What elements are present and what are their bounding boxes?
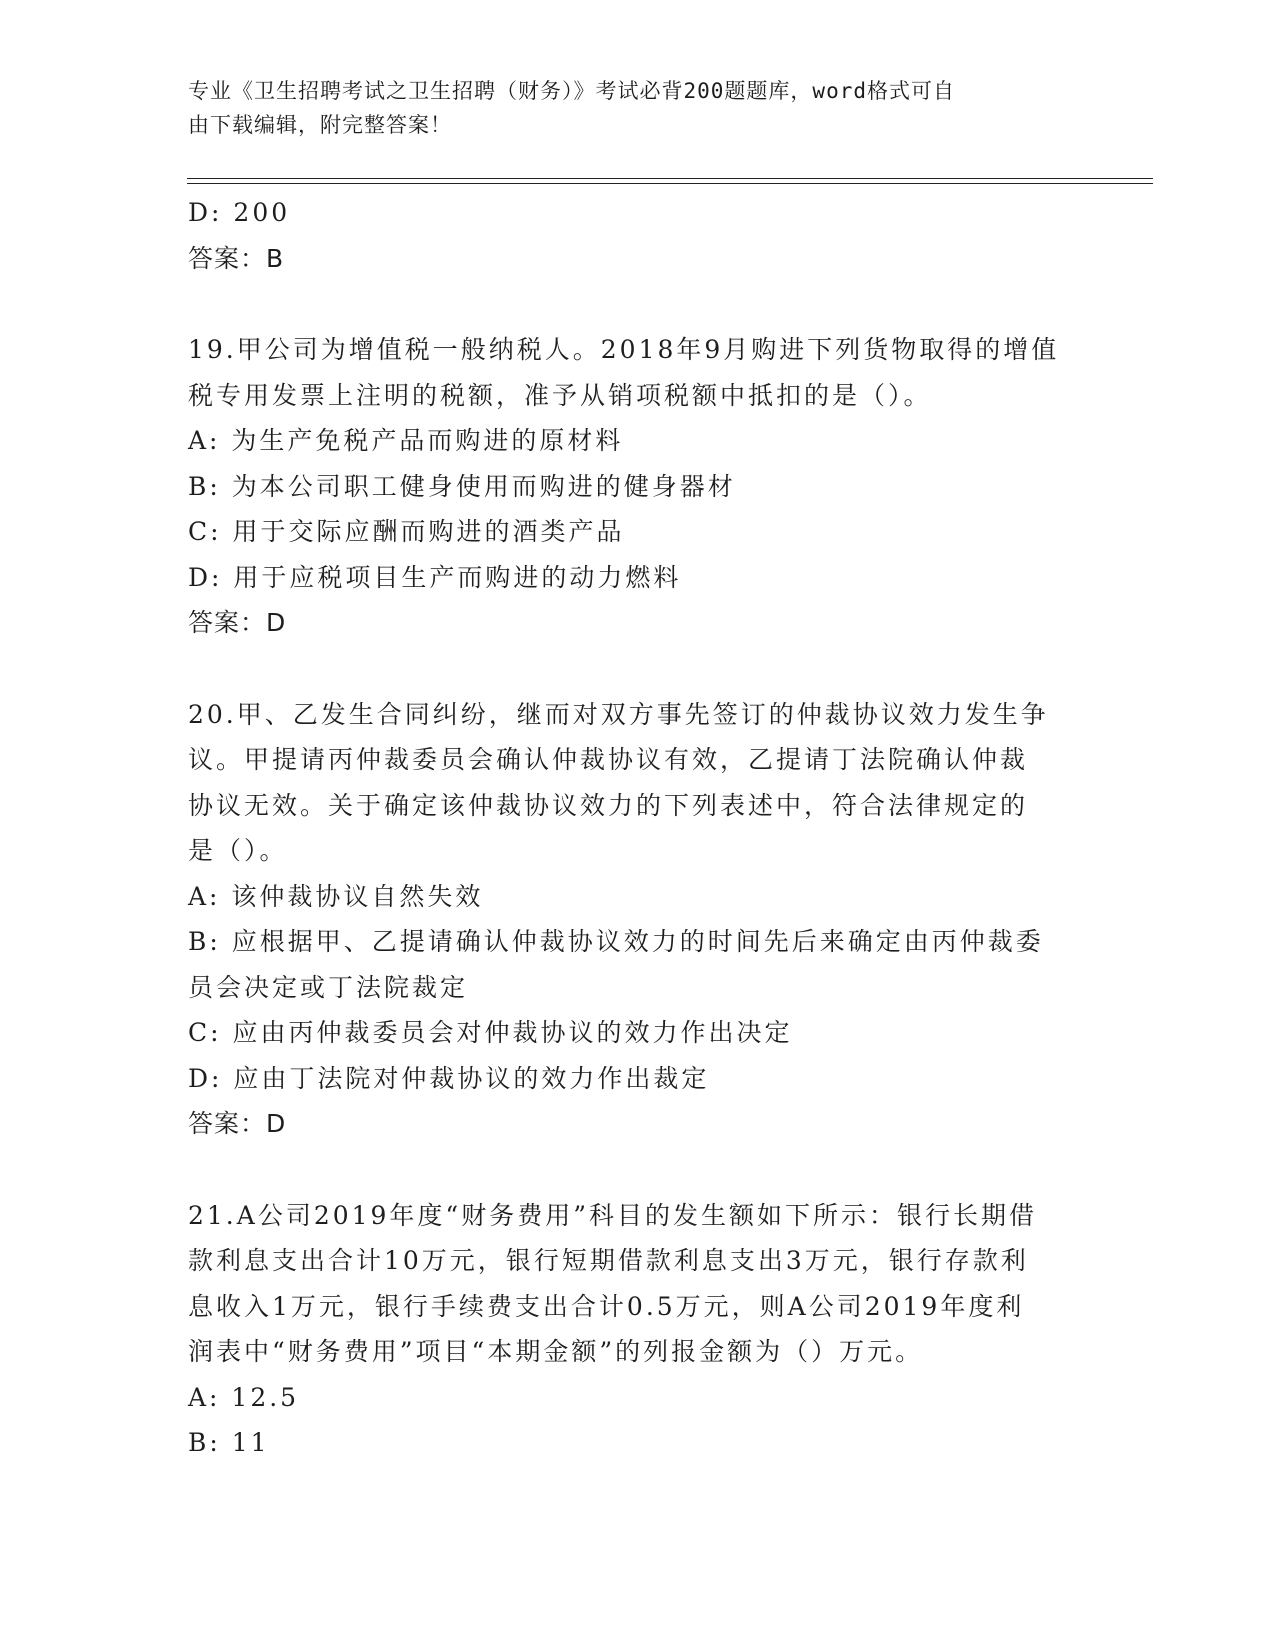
option-d: D: 200 [188,198,291,227]
option-b: B: 为本公司职工健身使用而购进的健身器材 [188,471,736,501]
option-a: A: 为生产免税产品而购进的原材料 [188,426,624,455]
option-a: A: 该仲裁协议自然失效 [188,881,484,911]
question-21 [188,1193,1088,1466]
question-stem: 协议无效。关于确定该仲裁协议效力的下列表述中，符合法律规定的 [188,790,1029,820]
option-d: D: 用于应税项目生产而购进的动力燃料 [188,562,682,592]
document-header [188,74,1088,142]
question-content [188,190,1088,1466]
question-stem: 润表中“财务费用”项目“本期金额”的列报金额为（）万元。 [188,1337,924,1366]
question-stem: 是（）。 [188,836,288,865]
answer-line: 答案：D [188,608,287,637]
previous-question-tail [188,190,1088,281]
header-rule-top [187,178,1153,179]
spacer [188,1147,1088,1193]
spacer [188,281,1088,327]
option-c: C: 用于交际应酬而购进的酒类产品 [188,517,625,546]
question-stem: 20.甲、乙发生合同纠纷，继而对双方事先签订的仲裁协议效力发生争 [188,699,1049,729]
header-rule-bottom [187,183,1153,184]
question-19 [188,327,1088,646]
question-stem: 息收入1万元，银行手续费支出合计0.5万元，则A公司2019年度利 [188,1291,1025,1321]
question-stem: 19.甲公司为增值税一般纳税人。2018年9月购进下列货物取得的增值 [188,335,1060,364]
option-c: C: 应由丙仲裁委员会对仲裁协议的效力作出决定 [188,1018,793,1047]
header-line-2: 由下载编辑，附完整答案！ [188,113,452,137]
question-stem: 议。甲提请丙仲裁委员会确认仲裁协议有效，乙提请丁法院确认仲裁 [188,745,1029,774]
question-20 [188,692,1088,1147]
option-b-continued: 员会决定或丁法院裁定 [188,972,469,1002]
header-line-1: 专业《卫生招聘考试之卫生招聘（财务）》考试必背200题题库，word格式可自 [188,79,955,103]
option-b: B: 11 [188,1428,270,1457]
answer-line: 答案：B [188,243,285,273]
question-stem: 款利息支出合计10万元，银行短期借款利息支出3万元，银行存款利 [188,1246,1029,1275]
answer-line: 答案：D [188,1109,287,1138]
spacer [188,646,1088,692]
option-b: B: 应根据甲、乙提请确认仲裁协议效力的时间先后来确定由丙仲裁委 [188,927,1044,956]
option-d: D: 应由丁法院对仲裁协议的效力作出裁定 [188,1063,710,1093]
option-a: A: 12.5 [188,1382,300,1412]
question-stem: 21.A公司2019年度“财务费用”科目的发生额如下所示：银行长期借 [188,1200,1037,1230]
question-stem: 税专用发票上注明的税额，准予从销项税额中抵扣的是（）。 [188,380,932,410]
